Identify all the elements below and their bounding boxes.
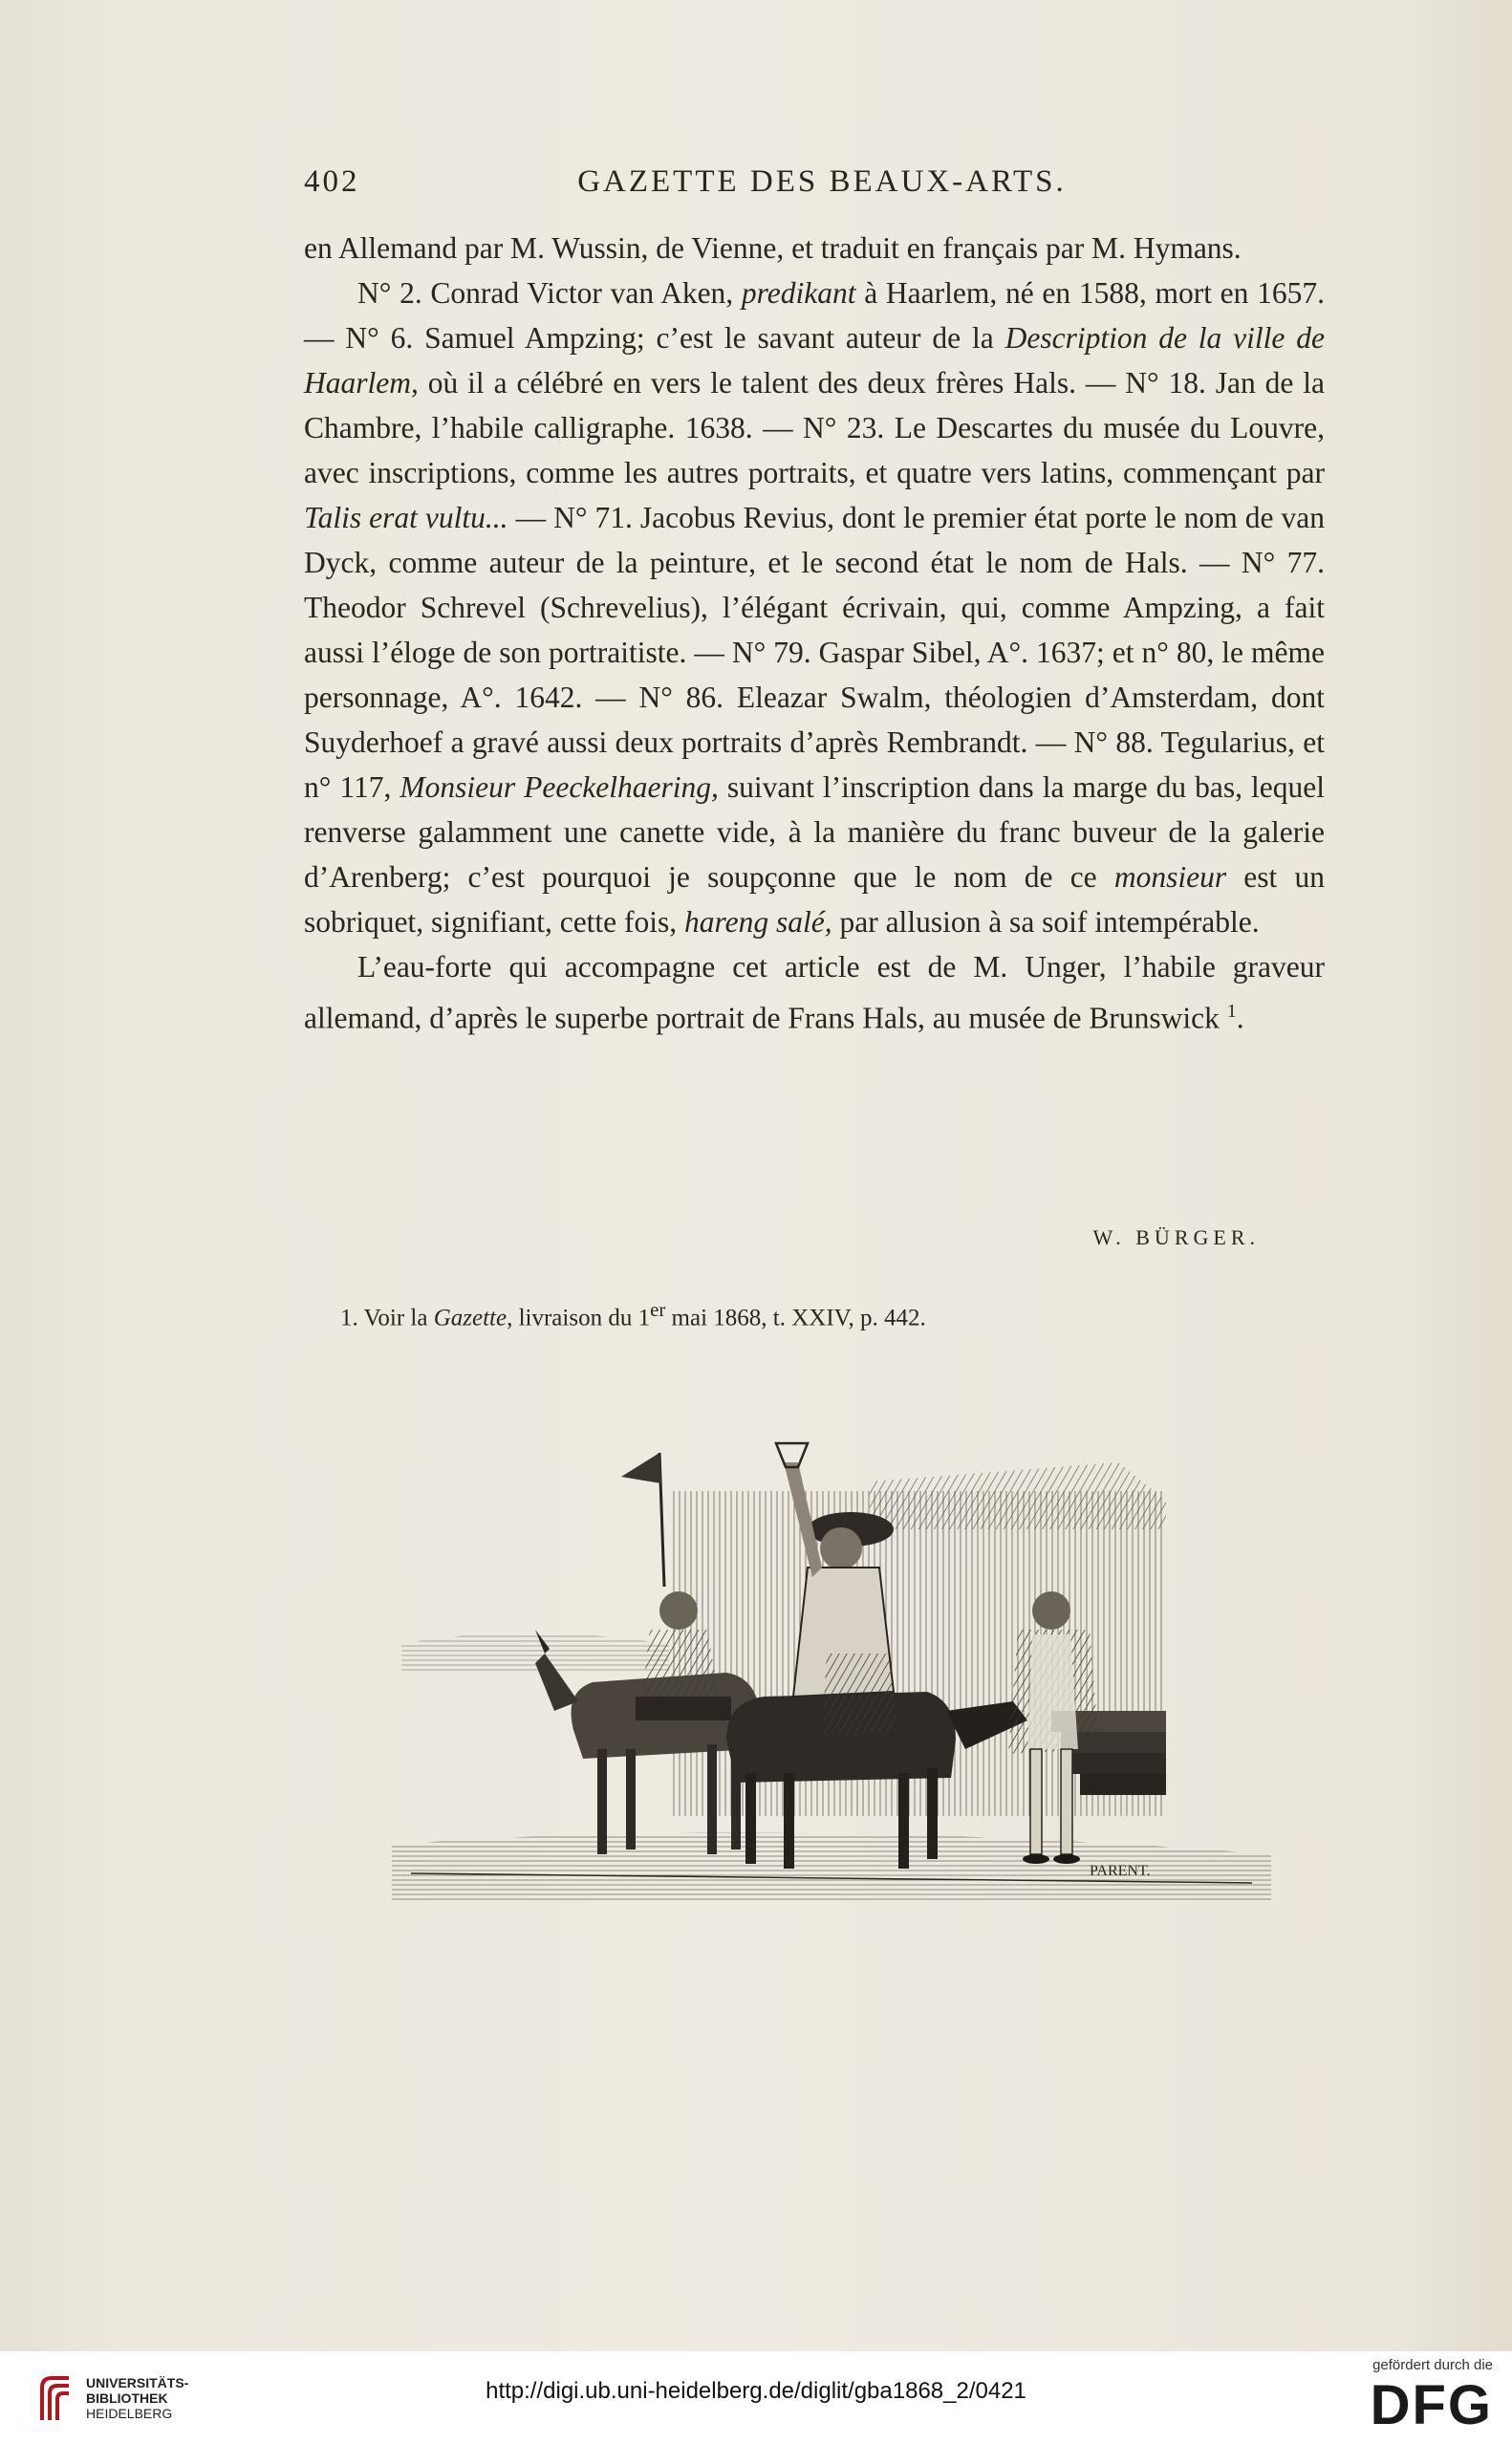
text-run: où il a célébré en vers le talent des deux frères Hals. — N° 18. Jan de la Chambre, l’habile calligraphe. 1638. — N° 23. Le Descartes du musée du Louvre, avec inscriptions, comme les autres portraits, et quatre vers latins, commençant par [304,366,1325,489]
footnote-italic: Gazette, [433,1305,513,1331]
text-run: L’eau-forte qui accompagne cet article est de M. Unger, l’habile graveur allemand, d’après le superbe portrait de Frans Hals, au musée de Brunswick [304,950,1325,1035]
italic-run: hareng salé, [684,905,832,939]
footnote-ref: 1 [1226,1001,1237,1022]
standing-man [1008,1591,1099,1864]
footnote [340,1298,1296,1331]
footnote-post: mai 1868, t. XXIV, p. 442. [665,1305,926,1331]
distant-hills [401,1633,669,1673]
paragraph-3 [304,944,1325,1041]
text-run: — N° 71. Jacobus Revius, dont le premier état porte le nom de van Dyck, comme auteur de la peinture, et le second état le nom de Hals. — N° 77. Theodor Schrevel (Schrevelius), l’élégant écrivain, qui, comme Ampzing, a fait aussi l’éloge de son portraitiste. — N° 79. Gaspar Sibel, A°. 1637; et n° 80, le même personnage, A°. 1642. — N° 86. Eleazar Swalm, théologien d’Amsterdam, dont Suyderhoef a gravé aussi deux portraits d’après Rembrandt. — N° 88. Tegularius, et n° 117, [304,501,1325,804]
footnote-number: 1. [340,1305,358,1331]
text-run: à Haarlem, né en 1588, mort en 1657. — N° 6. Samuel Ampzing; c’est le savant auteur de la [304,276,1326,355]
footnote-mid: livraison du 1 [512,1305,651,1331]
flag [621,1453,661,1483]
engraving-illustration [392,1424,1271,1902]
library-line-1: UNIVERSITÄTS- [86,2375,189,2390]
body-text [304,226,1325,1041]
italic-run: predikant [741,276,856,310]
paragraph-2 [304,270,1325,944]
library-line-3: HEIDELBERG [86,2406,173,2421]
funded-by-label: gefördert durch die [1372,2357,1493,2373]
engraver-signature: PARENT. [1090,1863,1151,1879]
author-signature: W. BÜRGER. [1092,1225,1260,1249]
dfg-logo: DFG [1370,2374,1493,2436]
footnote-pre: Voir la [363,1305,434,1331]
permalink-url[interactable]: http://digi.ub.uni-heidelberg.de/diglit/gba1868_2/0421 [486,2378,1026,2404]
paragraph-1 [304,226,1325,270]
text-run: est un sobriquet, signifiant, cette fois, [304,860,1325,939]
text-run: par allusion à sa soif intempérable. [832,905,1260,939]
italic-run: Description de la ville de Haarlem, [304,321,1325,400]
text-run: suivant l’inscription dans la marge du bas, lequel renverse galamment une canette vide, à la manière du franc buveur de la galerie d’Arenberg; c’est pourquoi je soupçonne que le nom de ce [304,770,1325,894]
text-run: en Allemand par M. Wussin, de Vienne, et traduit en français par M. Hymans. [304,231,1242,265]
footnote-sup: er [650,1298,666,1321]
text-run: . [1236,1001,1244,1035]
italic-run: monsieur [1113,860,1227,894]
italic-run: Monsieur Peeckelhaering, [400,770,719,804]
journal-title: GAZETTE DES BEAUX-ARTS. [577,164,1067,199]
text-run: N° 2. Conrad Victor van Aken, [357,276,742,310]
running-head [304,164,1340,206]
library-line-2: BIBLIOTHEK [86,2390,168,2406]
roof [870,1462,1166,1529]
page-number: 402 [304,164,360,199]
italic-run: Talis erat vultu... [304,501,508,534]
